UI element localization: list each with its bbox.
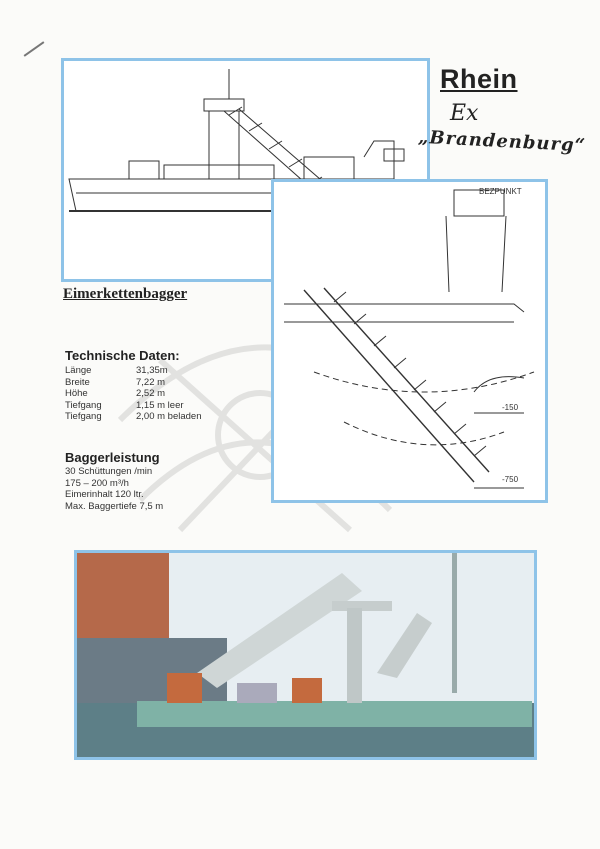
bezugspunkt-label: BEZPUNKT <box>479 187 522 196</box>
dredger-photo <box>74 550 537 760</box>
spec-row: Tiefgang 2,00 m beladen <box>65 411 202 422</box>
performance-heading: Baggerleistung <box>65 450 160 465</box>
depth-label-2: -750 <box>502 475 519 484</box>
former-name: „Brandenburg“ <box>417 126 587 157</box>
performance-line: Eimerinhalt 120 ltr. <box>65 489 144 500</box>
spec-table <box>65 365 202 423</box>
vessel-name: Rhein <box>440 64 518 94</box>
performance-section <box>65 450 270 512</box>
technical-data-section <box>65 348 270 423</box>
technical-data-heading: Technische Daten: <box>65 348 180 363</box>
dredger-photo-image <box>77 553 534 757</box>
spec-row: Breite 7,22 m <box>65 376 166 388</box>
performance-line: 175 – 200 m³/h <box>65 477 129 489</box>
performance-line: 30 Schüttungen /min <box>65 466 153 477</box>
spec-row: Höhe 2,52 m <box>65 388 166 399</box>
pen-mark <box>24 41 45 56</box>
bucket-chain-drawing <box>271 179 548 503</box>
vessel-type: Eimerkettenbagger <box>63 286 188 302</box>
spec-row: Länge 31,35m <box>65 365 168 376</box>
ex-label: Ex <box>450 101 479 126</box>
spec-row: Tiefgang 1,15 m leer <box>65 399 184 411</box>
performance-line: Max. Baggertiefe 7,5 m <box>65 500 164 512</box>
bucket-chain-view <box>274 182 545 500</box>
depth-label-1: -150 <box>502 403 519 412</box>
